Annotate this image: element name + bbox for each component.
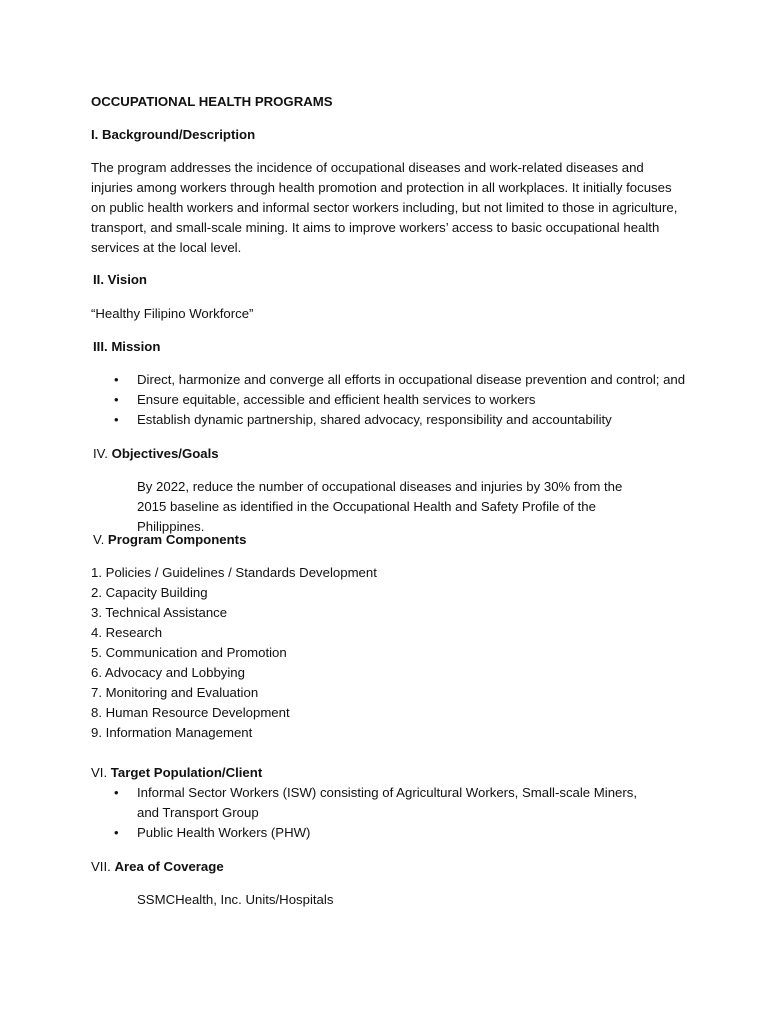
- bullet-icon: •: [114, 412, 119, 427]
- objectives-heading: Objectives/Goals: [111, 446, 219, 461]
- components-heading-line: [93, 530, 246, 550]
- mission-heading: III. Mission: [93, 339, 161, 354]
- bullet-icon: •: [114, 825, 119, 840]
- objectives-paragraph: By 2022, reduce the number of occupational diseases and injuries by 30% from the 2015 baseline as identified in the Occupational Health and Safety Profile of the Philippines.: [137, 479, 623, 534]
- component-item: 1. Policies / Guidelines / Standards Development: [91, 565, 377, 580]
- background-heading: I. Background/Description: [91, 127, 256, 142]
- mission-item: Establish dynamic partnership, shared advocacy, responsibility and accountability: [137, 412, 612, 427]
- target-heading-line: [91, 763, 262, 783]
- bullet-icon: •: [114, 372, 119, 387]
- coverage-text: SSMCHealth, Inc. Units/Hospitals: [137, 892, 334, 907]
- component-item: 5. Communication and Promotion: [91, 645, 287, 660]
- target-heading: Target Population/Client: [110, 765, 263, 780]
- component-item: 3. Technical Assistance: [91, 605, 228, 620]
- component-item: 6. Advocacy and Lobbying: [91, 665, 245, 680]
- coverage-heading: Area of Coverage: [114, 859, 224, 874]
- target-item: Public Health Workers (PHW): [137, 825, 311, 840]
- vision-heading: II. Vision: [93, 272, 147, 287]
- background-paragraph: The program addresses the incidence of occupational diseases and work-related diseases and injuries among workers through health promotion and protection in all workplaces. It initially focuses on public health workers and informal sector workers including, but not limited to those in agriculture, transport, and small-scale mining. It aims to improve workers’ access to basic occupational health services at the local level.: [91, 160, 678, 255]
- component-item: 9. Information Management: [91, 725, 253, 740]
- mission-item: Direct, harmonize and converge all efforts in occupational disease prevention and control; and: [137, 372, 686, 387]
- mission-item: Ensure equitable, accessible and efficient health services to workers: [137, 392, 536, 407]
- component-item: 7. Monitoring and Evaluation: [91, 685, 259, 700]
- bullet-icon: •: [114, 392, 119, 407]
- objectives-heading-line: [93, 444, 219, 464]
- coverage-heading-prefix: VII.: [91, 859, 115, 874]
- component-item: 4. Research: [91, 625, 163, 640]
- components-heading-prefix: V.: [93, 532, 108, 547]
- vision-statement: “Healthy Filipino Workforce”: [91, 306, 254, 321]
- target-item: Informal Sector Workers (ISW) consisting of Agricultural Workers, Small-scale Miners, and Transport Group: [137, 785, 638, 820]
- coverage-heading-line: [91, 857, 224, 877]
- components-heading: Program Components: [107, 532, 247, 547]
- document-title: OCCUPATIONAL HEALTH PROGRAMS: [91, 94, 333, 109]
- component-item: 8. Human Resource Development: [91, 705, 290, 720]
- component-item: 2. Capacity Building: [91, 585, 208, 600]
- objectives-heading-prefix: IV.: [93, 446, 112, 461]
- target-heading-prefix: VI.: [91, 765, 111, 780]
- bullet-icon: •: [114, 785, 119, 800]
